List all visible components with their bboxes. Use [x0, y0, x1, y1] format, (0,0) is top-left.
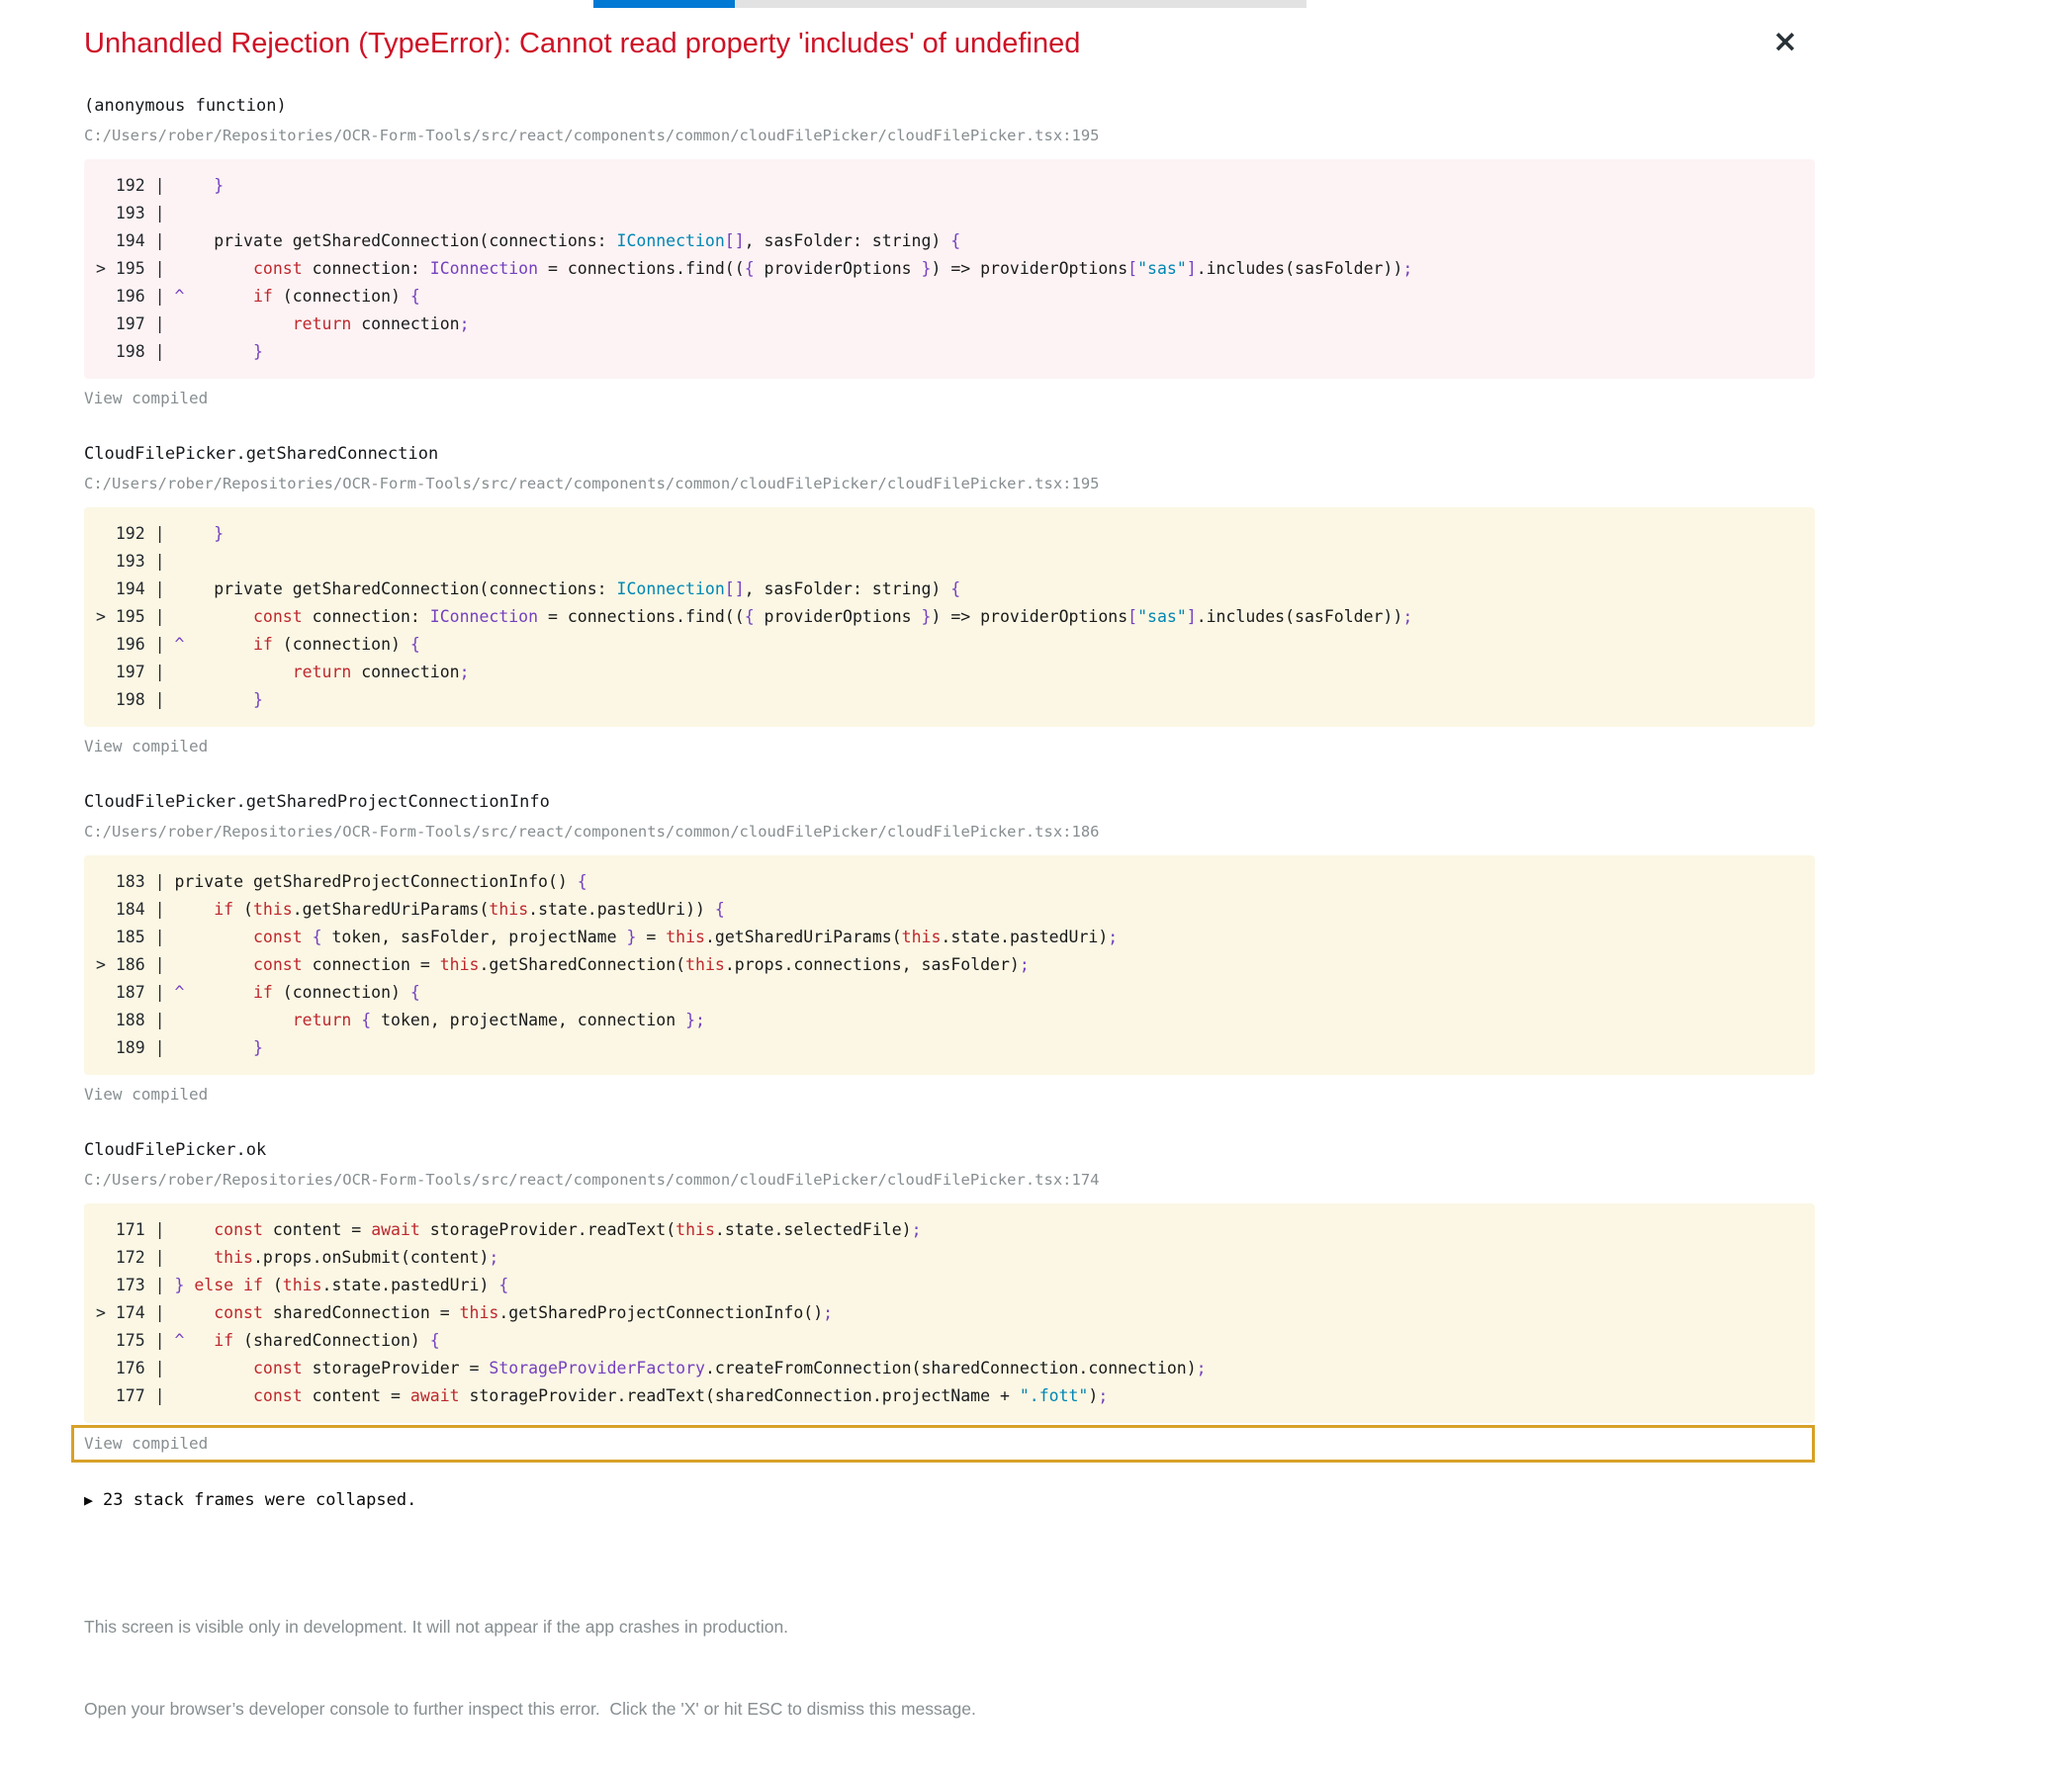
- code-token: [174, 900, 214, 919]
- code-token: {: [429, 1331, 440, 1350]
- code-line: [96, 548, 1815, 576]
- code-token: {: [361, 1011, 372, 1029]
- line-number-gutter: 198 |: [96, 342, 175, 361]
- collapsed-frames-toggle[interactable]: [84, 1490, 1815, 1510]
- close-icon[interactable]: ×: [1772, 24, 1798, 59]
- code-token: const: [252, 1386, 303, 1405]
- line-number-gutter: 189 |: [96, 1038, 175, 1057]
- code-token: private getSharedConnection(connections:: [174, 579, 617, 598]
- code-token: return: [292, 1011, 352, 1029]
- code-token: IConnection: [616, 579, 725, 598]
- code-token: ".fott": [1019, 1386, 1089, 1405]
- code-token: = connections.find((: [538, 259, 745, 278]
- code-token: if: [252, 287, 273, 306]
- code-token: [174, 1011, 292, 1029]
- line-number-gutter: 184 |: [96, 900, 175, 919]
- stack-frame: [84, 792, 1815, 1105]
- code-token: ]: [1186, 607, 1197, 626]
- code-token: [: [1127, 259, 1138, 278]
- code-token: []: [724, 579, 745, 598]
- code-token: storageProvider.readText(sharedConnection.projectName +: [459, 1386, 1020, 1405]
- code-token: ;: [911, 1220, 922, 1239]
- code-line: [96, 659, 1815, 686]
- code-token: .getSharedUriParams(: [704, 928, 902, 946]
- code-token: return: [292, 663, 352, 681]
- code-token: this: [676, 1220, 715, 1239]
- code-token: private getSharedConnection(connections:: [174, 231, 617, 250]
- overlay-footer: [84, 1559, 1815, 1777]
- code-token: (: [233, 900, 253, 919]
- frame-function-name: CloudFilePicker.ok: [84, 1140, 267, 1160]
- line-number-gutter: 196 |: [96, 287, 175, 306]
- code-token: {: [950, 579, 961, 598]
- code-token: ;: [459, 663, 470, 681]
- code-token: storageProvider.readText(: [419, 1220, 676, 1239]
- code-token: [174, 1248, 214, 1267]
- view-compiled-link[interactable]: View compiled: [84, 737, 209, 755]
- code-token: token, projectName, connection: [371, 1011, 686, 1029]
- code-token: ;: [1402, 607, 1413, 626]
- line-number-gutter: 175 |: [96, 1331, 175, 1350]
- code-line: [96, 172, 1815, 200]
- code-token: const: [252, 607, 303, 626]
- frame-function-name: (anonymous function): [84, 96, 287, 116]
- code-token: ;: [1108, 928, 1119, 946]
- code-line: [96, 1272, 1815, 1299]
- code-token: [233, 1276, 243, 1294]
- code-token: this: [489, 900, 529, 919]
- line-number-gutter: 193 |: [96, 204, 175, 222]
- code-token: await: [371, 1220, 420, 1239]
- code-token: [: [1127, 607, 1138, 626]
- code-token: (connection): [272, 983, 410, 1002]
- code-line: [96, 311, 1815, 338]
- code-token: this: [282, 1276, 322, 1294]
- code-token: this: [901, 928, 942, 946]
- code-token: .includes(sasFolder)): [1196, 607, 1403, 626]
- code-frame: [84, 1203, 1815, 1423]
- code-token: connection: [351, 314, 460, 333]
- code-line: [96, 283, 1815, 311]
- code-token: .getSharedUriParams(: [292, 900, 490, 919]
- code-token: this: [252, 900, 293, 919]
- code-token: [174, 663, 292, 681]
- code-token: {: [409, 635, 420, 654]
- code-line: [96, 868, 1815, 896]
- code-line: [96, 979, 1815, 1007]
- code-token: content =: [302, 1386, 410, 1405]
- error-title: Unhandled Rejection (TypeError): Cannot read property 'includes' of undefined: [84, 28, 1081, 59]
- code-token: {: [744, 259, 755, 278]
- code-token: providerOptions: [754, 607, 922, 626]
- code-token: IConnection: [429, 259, 539, 278]
- code-token: [184, 635, 253, 654]
- code-line: [96, 1355, 1815, 1382]
- code-token: providerOptions: [754, 259, 922, 278]
- code-token: ): [1088, 1386, 1099, 1405]
- frame-file-path: C:/Users/rober/Repositories/OCR-Form-Tools/src/react/components/common/cloudFilePicker/cloudFilePicker.tsx:174: [84, 1171, 1100, 1189]
- code-token: const: [252, 955, 303, 974]
- view-compiled-container: [84, 1085, 1815, 1105]
- code-token: ]: [1186, 259, 1197, 278]
- code-token: [174, 1386, 252, 1405]
- code-token: ;: [1098, 1386, 1109, 1405]
- code-line: [96, 1007, 1815, 1034]
- code-token: }: [252, 690, 263, 709]
- code-token: ;: [459, 314, 470, 333]
- code-token: .props.connections, sasFolder): [724, 955, 1020, 974]
- view-compiled-link[interactable]: View compiled: [84, 1434, 209, 1453]
- code-token: }: [626, 928, 637, 946]
- code-line: [96, 896, 1815, 924]
- code-token: ) => providerOptions: [931, 259, 1128, 278]
- code-token: =: [636, 928, 667, 946]
- code-frame: [84, 507, 1815, 727]
- line-number-gutter: 194 |: [96, 579, 175, 598]
- line-number-gutter: 197 |: [96, 663, 175, 681]
- code-line: [96, 1244, 1815, 1272]
- code-token: token, sasFolder, projectName: [321, 928, 627, 946]
- code-token: const: [252, 928, 303, 946]
- code-line: [96, 686, 1815, 714]
- view-compiled-link[interactable]: View compiled: [84, 389, 209, 407]
- code-token: .getSharedProjectConnectionInfo(): [498, 1303, 824, 1322]
- line-number-gutter: 196 |: [96, 635, 175, 654]
- line-number-gutter: 171 |: [96, 1220, 175, 1239]
- code-token: = connections.find((: [538, 607, 745, 626]
- frame-function-name: CloudFilePicker.getSharedProjectConnectionInfo: [84, 792, 550, 812]
- code-token: "sas": [1137, 607, 1187, 626]
- code-token: {: [498, 1276, 509, 1294]
- frame-file-path: C:/Users/rober/Repositories/OCR-Form-Tools/src/react/components/common/cloudFilePicker/cloudFilePicker.tsx:195: [84, 127, 1100, 144]
- code-token: [174, 1220, 214, 1239]
- code-token: connection: [351, 663, 460, 681]
- code-token: (connection): [272, 635, 410, 654]
- code-token: ;: [1019, 955, 1030, 974]
- code-token: ;: [823, 1303, 834, 1322]
- line-number-gutter: 197 |: [96, 314, 175, 333]
- code-token: {: [312, 928, 322, 946]
- line-number-gutter: 193 |: [96, 552, 175, 571]
- code-line: [96, 631, 1815, 659]
- code-token: if: [252, 635, 273, 654]
- code-token: .state.pastedUri): [941, 928, 1109, 946]
- stack-frame: [84, 1140, 1815, 1463]
- code-token: [351, 1011, 361, 1029]
- code-token: content =: [262, 1220, 372, 1239]
- code-token: [184, 287, 253, 306]
- code-token: const: [214, 1303, 263, 1322]
- frame-function-name: CloudFilePicker.getSharedConnection: [84, 444, 439, 464]
- code-token: .props.onSubmit(content): [252, 1248, 490, 1267]
- code-line: [96, 200, 1815, 227]
- code-token: if: [214, 1331, 234, 1350]
- code-token: ;: [489, 1248, 499, 1267]
- code-token: [174, 1038, 252, 1057]
- code-token: .includes(sasFolder)): [1196, 259, 1403, 278]
- line-number-gutter: 194 |: [96, 231, 175, 250]
- code-token: [174, 928, 252, 946]
- stack-frames-list: [84, 96, 1815, 1463]
- code-token: const: [252, 259, 303, 278]
- code-token: {: [577, 872, 587, 891]
- code-token: await: [409, 1386, 460, 1405]
- code-token: ;: [1402, 259, 1413, 278]
- code-token: const: [252, 1359, 303, 1377]
- code-frame: [84, 855, 1815, 1075]
- view-compiled-container: [84, 737, 1815, 756]
- code-token: [174, 314, 292, 333]
- stack-frame: [84, 96, 1815, 408]
- code-token: ;: [695, 1011, 705, 1029]
- code-token: (: [262, 1276, 283, 1294]
- code-token: ^: [174, 1331, 185, 1350]
- code-token: IConnection: [616, 231, 725, 250]
- code-token: }: [174, 1276, 185, 1294]
- code-line: [96, 227, 1815, 255]
- code-line: [96, 255, 1815, 283]
- code-token: [303, 928, 313, 946]
- code-line: [96, 1216, 1815, 1244]
- code-token: }: [252, 1038, 263, 1057]
- code-line: [96, 1327, 1815, 1355]
- code-token: ^: [174, 635, 185, 654]
- code-token: connection:: [302, 259, 430, 278]
- line-number-gutter: 173 |: [96, 1276, 175, 1294]
- code-token: sharedConnection =: [262, 1303, 460, 1322]
- line-number-gutter: 176 |: [96, 1359, 175, 1377]
- line-number-gutter: 187 |: [96, 983, 175, 1002]
- code-token: [174, 176, 214, 195]
- code-token: IConnection: [429, 607, 539, 626]
- code-token: [184, 983, 253, 1002]
- code-token: }: [921, 259, 932, 278]
- code-token: {: [409, 287, 420, 306]
- code-token: [174, 955, 252, 974]
- code-token: {: [744, 607, 755, 626]
- code-token: , sasFolder: string): [744, 231, 951, 250]
- stack-frame: [84, 444, 1815, 756]
- code-token: .createFromConnection(sharedConnection.connection): [704, 1359, 1197, 1377]
- code-line: [96, 924, 1815, 951]
- code-token: this: [666, 928, 705, 946]
- code-token: storageProvider =: [302, 1359, 490, 1377]
- code-line: [96, 1034, 1815, 1062]
- view-compiled-container: [84, 389, 1815, 408]
- code-token: [174, 690, 252, 709]
- code-line: [96, 520, 1815, 548]
- code-token: return: [292, 314, 352, 333]
- code-line: [96, 951, 1815, 979]
- line-number-gutter: 172 |: [96, 1248, 175, 1267]
- code-token: (connection): [272, 287, 410, 306]
- code-token: }: [214, 176, 225, 195]
- code-token: [174, 607, 252, 626]
- line-number-gutter: > 195 |: [96, 607, 175, 626]
- error-overlay: [84, 0, 1815, 1777]
- code-token: }: [252, 342, 263, 361]
- code-token: ^: [174, 983, 185, 1002]
- code-token: ^: [174, 287, 185, 306]
- code-token: .state.selectedFile): [714, 1220, 912, 1239]
- code-token: StorageProviderFactory: [489, 1359, 705, 1377]
- code-token: this: [685, 955, 725, 974]
- code-token: if: [243, 1276, 263, 1294]
- code-token: }: [921, 607, 932, 626]
- code-token: if: [214, 900, 234, 919]
- code-token: }: [685, 1011, 696, 1029]
- code-token: const: [214, 1220, 263, 1239]
- line-number-gutter: > 174 |: [96, 1303, 175, 1322]
- code-token: [174, 259, 252, 278]
- code-token: else: [194, 1276, 234, 1294]
- code-line: [96, 338, 1815, 366]
- collapsed-frames-label: 23 stack frames were collapsed.: [103, 1490, 417, 1510]
- code-line: [96, 1382, 1815, 1410]
- code-token: "sas": [1137, 259, 1187, 278]
- code-token: .getSharedConnection(: [479, 955, 686, 974]
- line-number-gutter: > 186 |: [96, 955, 175, 974]
- footer-line-2: Open your browser’s developer console to further inspect this error. Click the 'X' or hit ESC to dismiss this message.: [84, 1698, 976, 1719]
- code-token: [184, 1276, 194, 1294]
- code-line: [96, 1299, 1815, 1327]
- line-number-gutter: 192 |: [96, 176, 175, 195]
- code-token: private getSharedProjectConnectionInfo(): [174, 872, 578, 891]
- code-token: {: [714, 900, 725, 919]
- code-token: [184, 1331, 214, 1350]
- code-token: if: [252, 983, 273, 1002]
- view-compiled-container: [71, 1425, 1815, 1463]
- code-line: [96, 576, 1815, 603]
- line-number-gutter: 185 |: [96, 928, 175, 946]
- view-compiled-link[interactable]: View compiled: [84, 1085, 209, 1104]
- footer-line-1: This screen is visible only in development. It will not appear if the app crashes in production.: [84, 1617, 789, 1637]
- line-number-gutter: > 195 |: [96, 259, 175, 278]
- code-line: [96, 603, 1815, 631]
- code-token: connection:: [302, 607, 430, 626]
- line-number-gutter: 192 |: [96, 524, 175, 543]
- line-number-gutter: 183 |: [96, 872, 175, 891]
- line-number-gutter: 177 |: [96, 1386, 175, 1405]
- frame-file-path: C:/Users/rober/Repositories/OCR-Form-Tools/src/react/components/common/cloudFilePicker/cloudFilePicker.tsx:186: [84, 823, 1100, 841]
- code-token: [174, 342, 252, 361]
- code-token: , sasFolder: string): [744, 579, 951, 598]
- code-token: }: [214, 524, 225, 543]
- line-number-gutter: 198 |: [96, 690, 175, 709]
- expand-triangle-icon: ▶: [84, 1491, 94, 1509]
- line-number-gutter: 188 |: [96, 1011, 175, 1029]
- code-token: {: [409, 983, 420, 1002]
- code-token: this: [439, 955, 480, 974]
- code-token: this: [214, 1248, 253, 1267]
- code-token: {: [950, 231, 961, 250]
- code-token: .state.pastedUri): [321, 1276, 499, 1294]
- code-token: (sharedConnection): [233, 1331, 430, 1350]
- code-frame: [84, 159, 1815, 379]
- code-token: [174, 524, 214, 543]
- code-token: ;: [1196, 1359, 1207, 1377]
- frame-file-path: C:/Users/rober/Repositories/OCR-Form-Tools/src/react/components/common/cloudFilePicker/cloudFilePicker.tsx:195: [84, 475, 1100, 492]
- code-token: connection =: [302, 955, 440, 974]
- code-token: [174, 1303, 214, 1322]
- code-token: ) => providerOptions: [931, 607, 1128, 626]
- code-token: this: [459, 1303, 499, 1322]
- code-token: []: [724, 231, 745, 250]
- code-token: .state.pastedUri)): [528, 900, 715, 919]
- code-token: [174, 1359, 252, 1377]
